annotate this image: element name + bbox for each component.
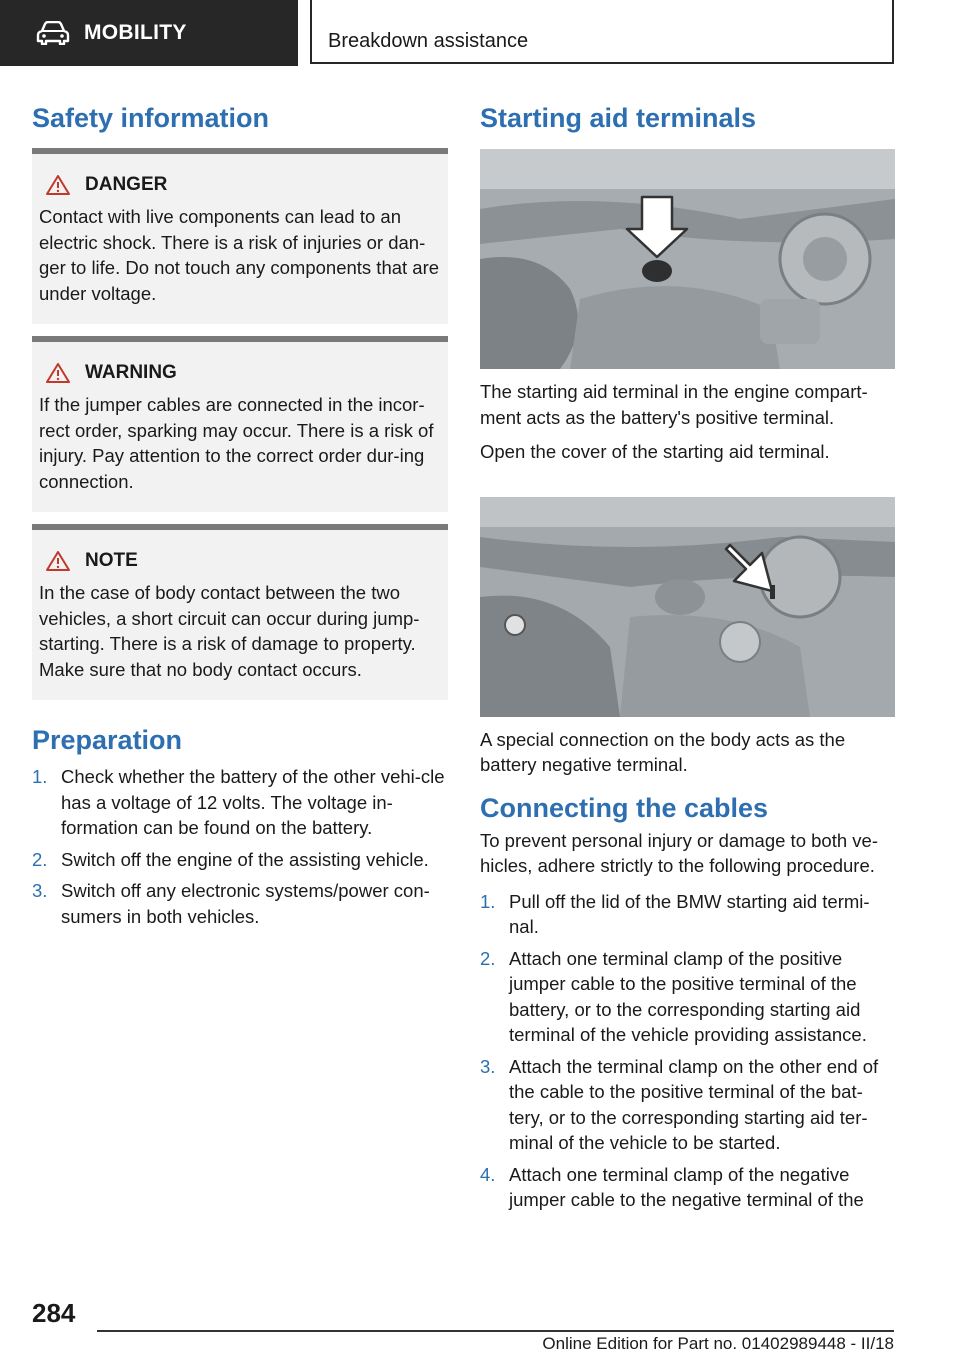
list-item: 4. Attach one terminal clamp of the negative jumper cable to the negative terminal of the — [480, 1163, 864, 1210]
list-item: 1. Pull off the lid of the BMW starting aid termi-nal. — [480, 890, 870, 937]
list-item: 2. Switch off the engine of the assisting vehicle. — [32, 848, 429, 870]
negative-caption: A special connection on the body acts as the battery negative terminal. — [480, 728, 846, 775]
safety-heading: Safety information — [32, 103, 270, 133]
engine-bay-positive-terminal-image — [480, 149, 895, 369]
list-item: 2. Attach one terminal clamp of the positive jumper cable to the positive terminal of the battery, or to the corresponding starting aid terminal of the vehicle providing assistance. — [480, 947, 867, 1045]
page-number: 284 — [32, 1298, 76, 1328]
list-item: 3. Switch off any electronic systems/power con-sumers in both vehicles. — [32, 880, 430, 927]
warning-triangle-icon — [45, 362, 71, 384]
list-item: 1. Check whether the battery of the other vehi-cle has a voltage of 12 volts. The voltage in-formation can be found on the battery. — [32, 766, 445, 838]
cables-intro: To prevent personal injury or damage to both ve-hicles, adhere strictly to the following procedure. — [480, 829, 878, 876]
footer-divider — [97, 1330, 894, 1332]
breadcrumb — [310, 0, 894, 64]
notice-text: If the jumper cables are connected in the incor-rect order, sparking may occur. There is a risk of injury. Pay attention to the correct order dur-ing connection. — [39, 394, 434, 492]
section-tab — [0, 0, 298, 66]
left-column — [32, 96, 448, 935]
car-icon — [36, 21, 70, 45]
list-item: 3. Attach the terminal clamp on the other end of the cable to the positive terminal of the bat-tery, or to the corresponding starting aid ter-minal of the vehicle to be started. — [480, 1055, 879, 1153]
cables-heading: Connecting the cables — [480, 792, 769, 823]
edition-info: Online Edition for Part no. 01402989448 - II/18 — [542, 1334, 894, 1353]
preparation-list — [32, 764, 448, 929]
notice-title-text: NOTE — [85, 550, 138, 571]
warning-triangle-icon — [45, 550, 71, 572]
engine-bay-negative-terminal-image — [480, 497, 895, 717]
notice-title-text: DANGER — [85, 174, 168, 195]
note-notice — [32, 524, 448, 700]
warning-notice — [32, 336, 448, 512]
notice-text: In the case of body contact between the two vehicles, a short circuit can occur during jump-starting. There is a risk of damage to property. Make sure that no body contact occurs. — [39, 582, 420, 680]
preparation-heading: Preparation — [32, 725, 183, 755]
terminals-heading: Starting aid terminals — [480, 103, 757, 133]
breadcrumb-text: Breakdown assistance — [328, 30, 529, 52]
notice-text: Contact with live components can lead to an electric shock. There is a risk of injuries or dan-ger to life. Do not touch any components that are under voltage. — [39, 206, 440, 304]
notice-title — [39, 360, 441, 386]
notice-title — [39, 172, 441, 198]
terminal-caption-1: The starting aid terminal in the engine compart-ment acts as the battery's positive terminal. — [480, 381, 868, 428]
danger-notice — [32, 148, 448, 324]
cables-steps-list — [480, 889, 896, 1213]
notice-title-text: WARNING — [85, 362, 177, 383]
notice-title — [39, 548, 441, 574]
section-label: MOBILITY — [84, 21, 187, 44]
warning-triangle-icon — [45, 174, 71, 196]
terminal-caption-2: Open the cover of the starting aid terminal. — [480, 441, 830, 462]
right-column — [480, 96, 896, 1219]
